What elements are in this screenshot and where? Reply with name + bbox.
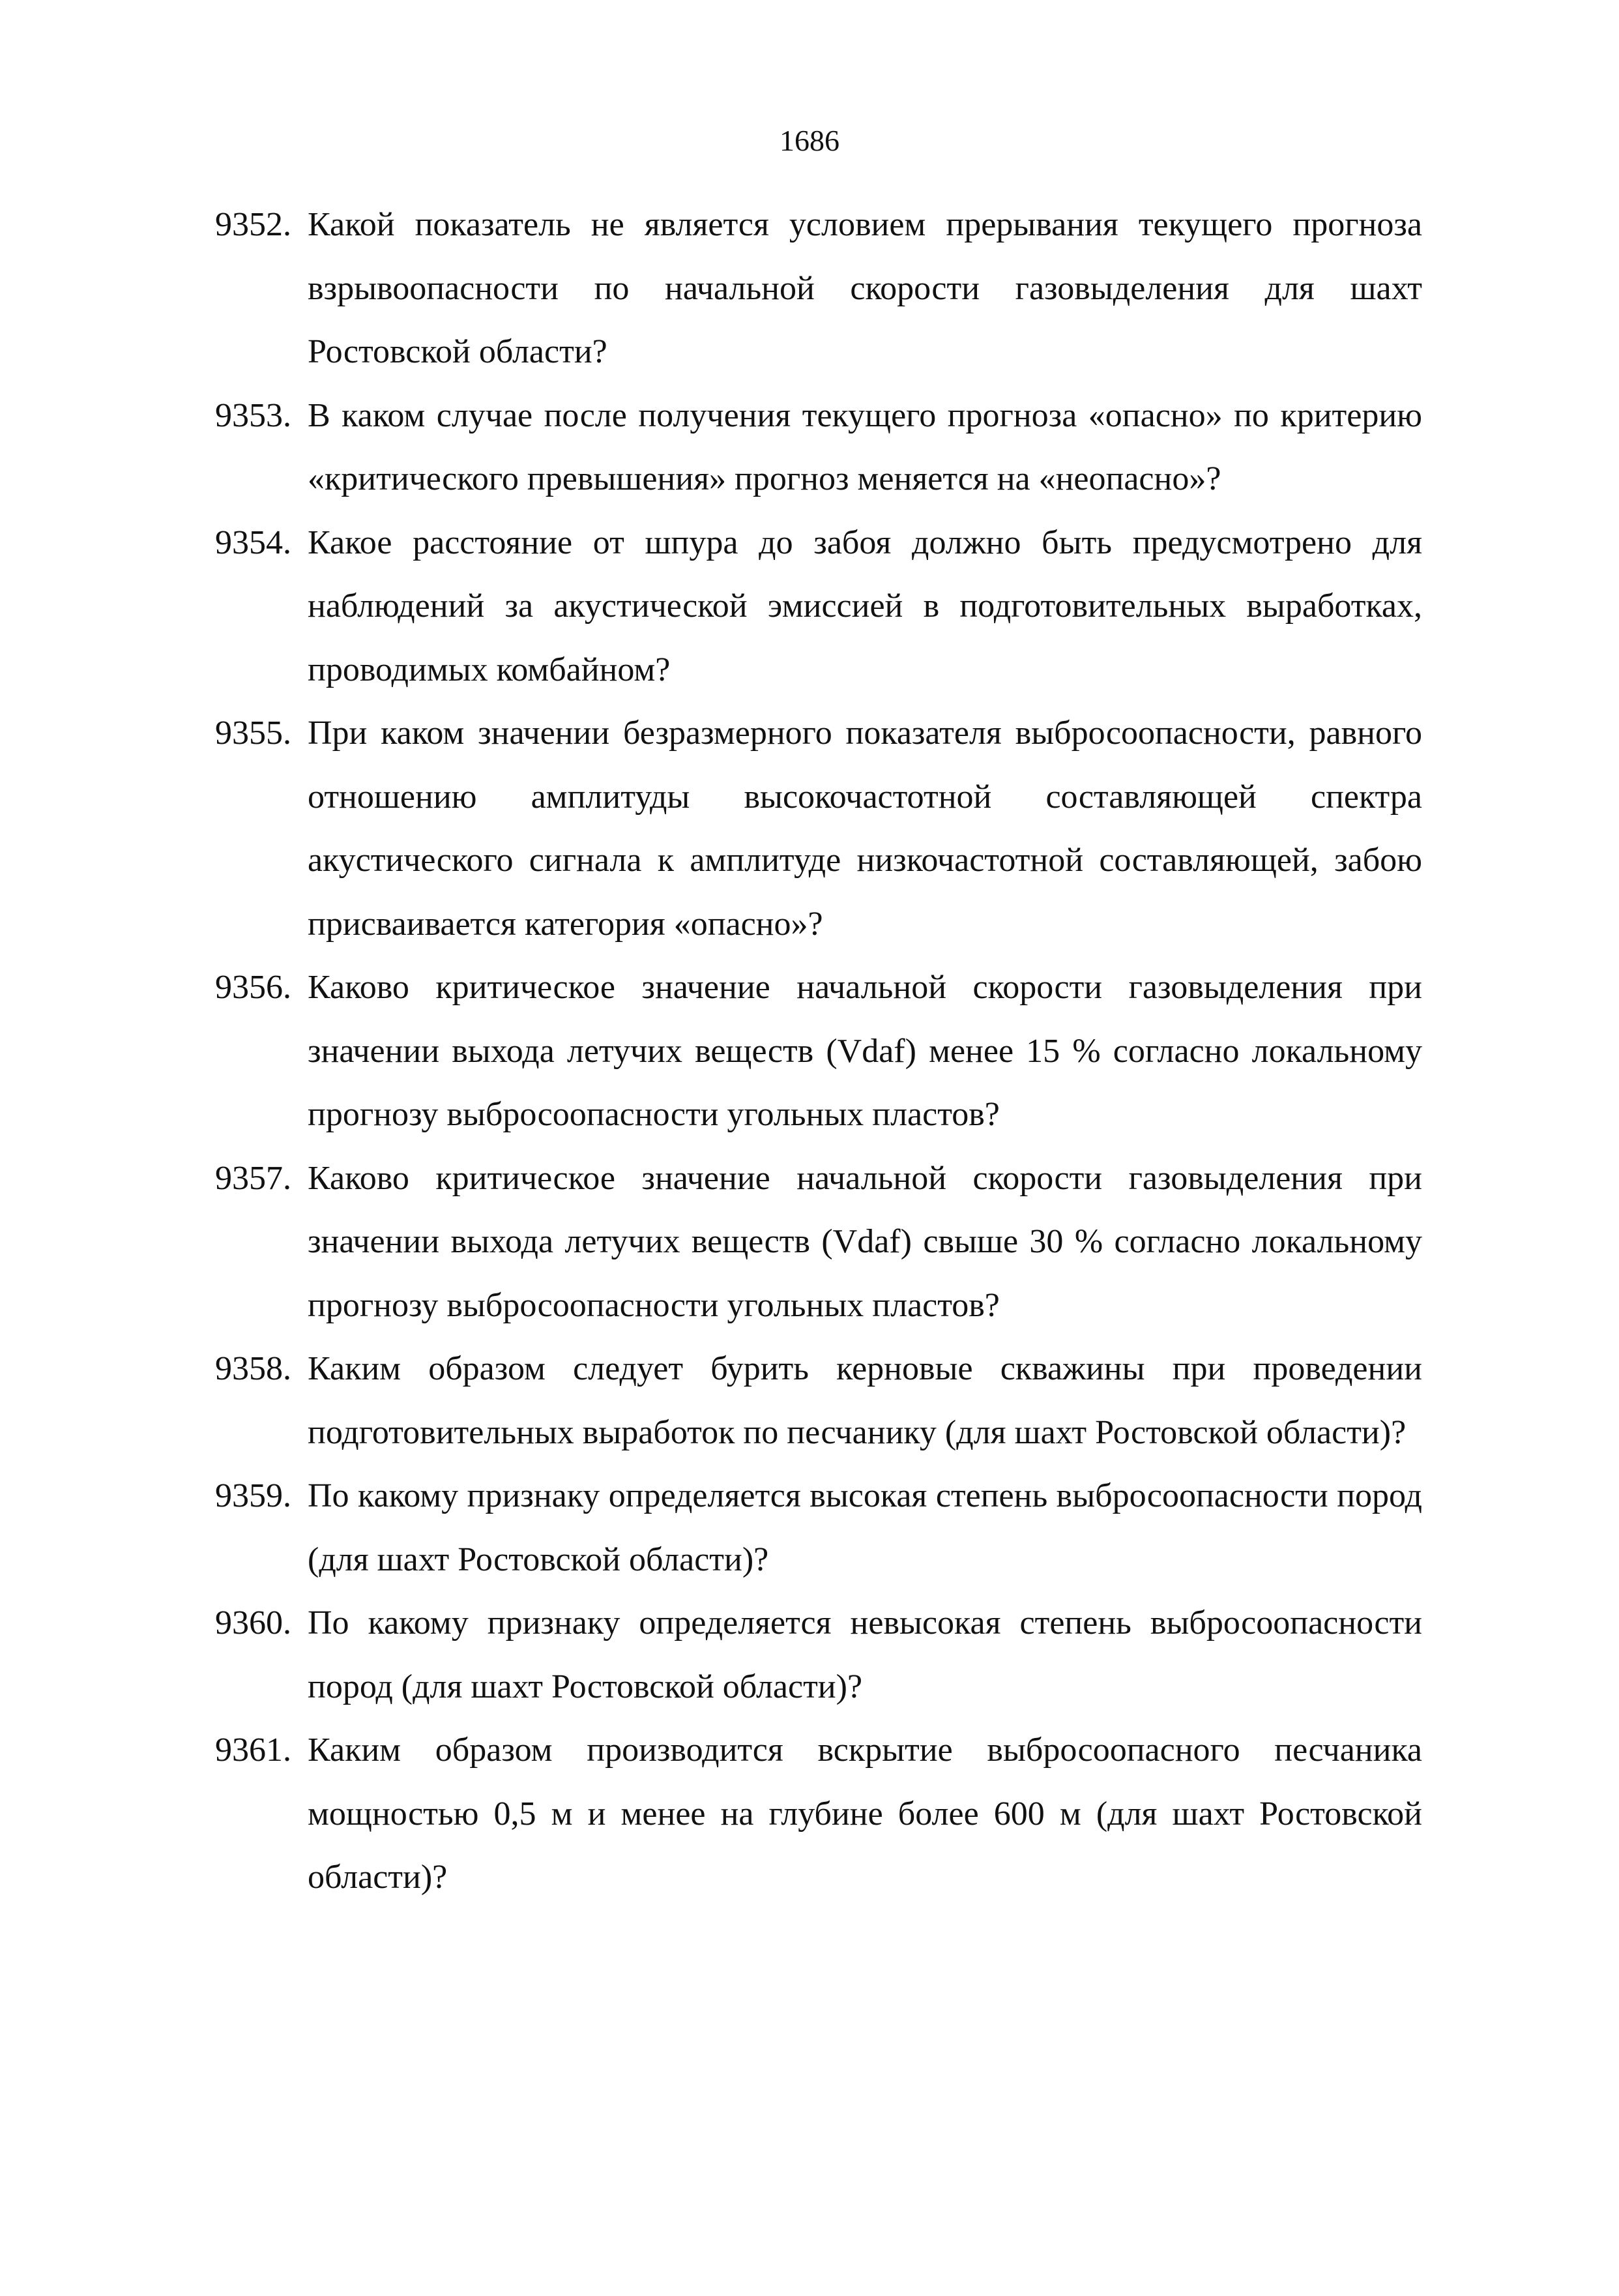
question-text: Каким образом производится вскрытие выбросоопасного песчаника мощностью 0,5 м и менее на глубине более 600 м (для шахт Ростовской области)? <box>308 1731 1422 1896</box>
question-text: В каком случае после получения текущего прогноза «опасно» по критерию «критического превышения» прогноз меняется на «неопасно»? <box>308 396 1422 497</box>
question-item <box>215 511 1422 702</box>
question-number: 9359. <box>215 1477 291 1514</box>
question-number: 9355. <box>215 714 291 752</box>
question-item <box>215 1591 1422 1718</box>
page-number: 1686 <box>780 124 839 157</box>
question-text: Каким образом следует бурить керновые скважины при проведении подготовительных выработок по песчанику (для шахт Ростовской области)? <box>308 1350 1422 1451</box>
question-text: Какое расстояние от шпура до забоя должно быть предусмотрено для наблюдений за акустической эмиссией в подготовительных выработках, проводимых комбайном? <box>308 523 1422 688</box>
question-item <box>215 1147 1422 1338</box>
question-item <box>215 1718 1422 1909</box>
question-number: 9352. <box>215 206 291 243</box>
question-list <box>215 193 1422 1909</box>
question-number: 9361. <box>215 1731 291 1769</box>
question-text: Каково критическое значение начальной скорости газовыделения при значении выхода летучих веществ (Vdaf) менее 15 % согласно локальному прогнозу выбросоопасности угольных пластов? <box>308 969 1422 1133</box>
question-item <box>215 701 1422 956</box>
question-number: 9357. <box>215 1159 291 1197</box>
question-number: 9353. <box>215 396 291 434</box>
question-item <box>215 1464 1422 1591</box>
question-text: Каково критическое значение начальной скорости газовыделения при значении выхода летучих веществ (Vdaf) свыше 30 % согласно локальному прогнозу выбросоопасности угольных пластов? <box>308 1159 1422 1324</box>
question-number: 9354. <box>215 523 291 561</box>
question-number: 9356. <box>215 969 291 1006</box>
question-text: При каком значении безразмерного показателя выбросоопасности, равного отношению амплитуды высокочастотной составляющей спектра акустического сигнала к амплитуде низкочастотной составляющей, забою присваивается категория «опасно»? <box>308 714 1422 943</box>
question-text: По какому признаку определяется высокая степень выбросоопасности пород (для шахт Ростовской области)? <box>308 1477 1422 1578</box>
question-text: По какому признаку определяется невысокая степень выбросоопасности пород (для шахт Ростовской области)? <box>308 1604 1422 1705</box>
question-item <box>215 956 1422 1147</box>
question-item <box>215 384 1422 511</box>
question-text: Какой показатель не является условием прерывания текущего прогноза взрывоопасности по начальной скорости газовыделения для шахт Ростовской области? <box>308 206 1422 370</box>
question-number: 9360. <box>215 1604 291 1641</box>
question-item <box>215 193 1422 384</box>
question-number: 9358. <box>215 1350 291 1387</box>
question-item <box>215 1337 1422 1464</box>
